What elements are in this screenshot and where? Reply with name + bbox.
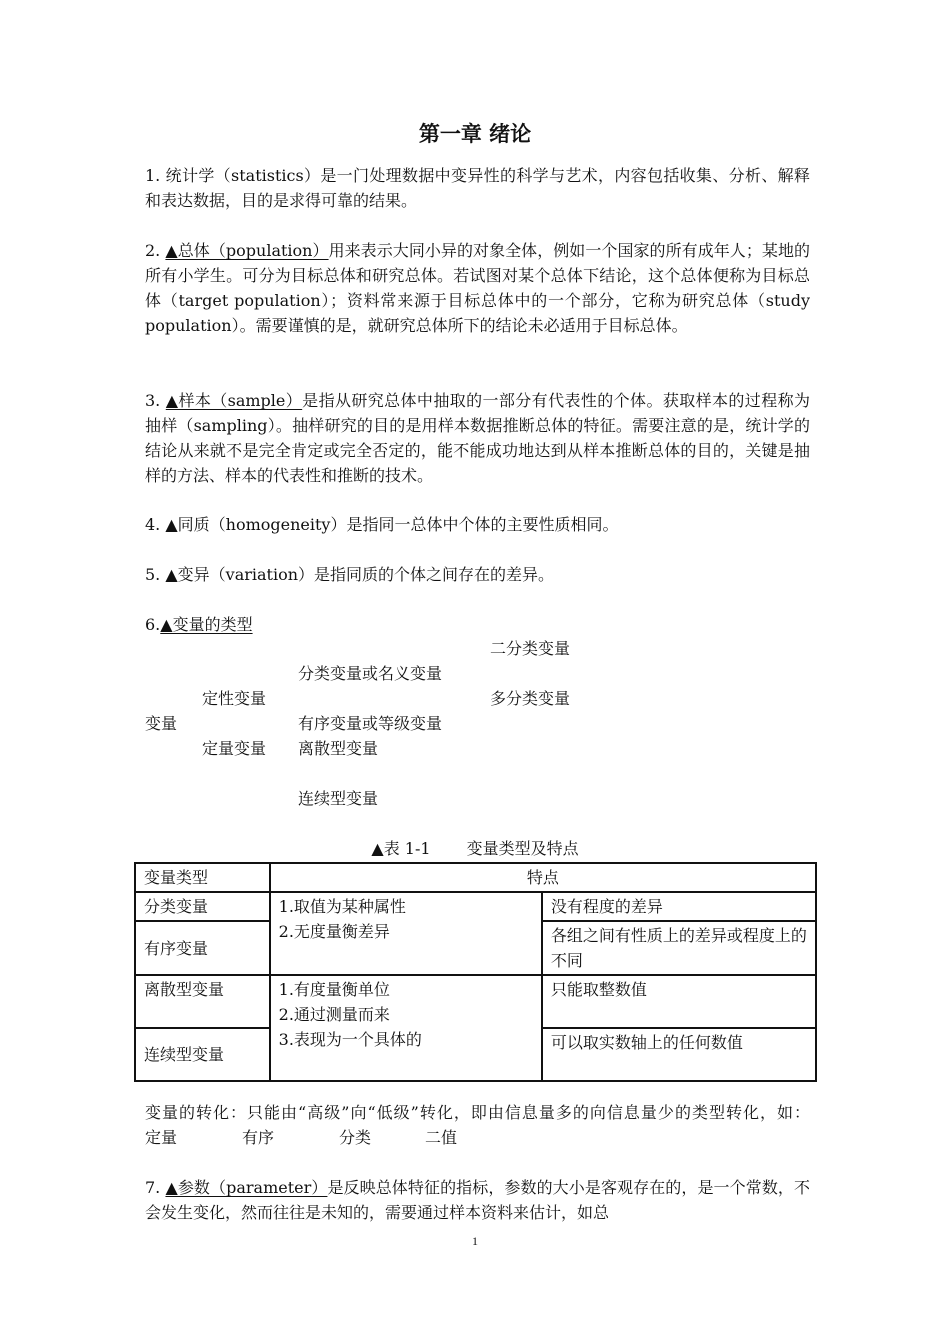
paragraph-homogeneity: 4. ▲同质（homogeneity）是指同一总体中个体的主要性质相同。 <box>145 515 619 534</box>
page-number: 1 <box>472 1234 478 1248</box>
tree-discrete: 离散型变量 <box>298 739 379 758</box>
tree-ordinal: 有序变量或等级变量 <box>298 714 443 733</box>
paragraph-number: 6. <box>145 615 161 634</box>
tree-root: 变量 <box>145 714 178 733</box>
paragraph-sample <box>145 388 810 488</box>
conversion-step: 二值 <box>425 1128 458 1147</box>
variable-types-table <box>134 862 817 1082</box>
paragraph-parameter <box>145 1175 810 1225</box>
table-header-row <box>135 863 816 892</box>
conversion-text: 变量的转化：只能由“高级”向“低级”转化，即由信息量多的向信息量少的类型转化，如： <box>145 1103 810 1122</box>
paragraph-number: 2. <box>145 241 166 260</box>
tree-multi: 多分类变量 <box>490 689 571 708</box>
table-row <box>135 975 816 1028</box>
feature-ordinal: 各组之间有性质上的差异或程度上的不同 <box>542 921 816 975</box>
paragraph-statistics: 1. 统计学（statistics）是一门处理数据中变异性的科学与艺术，内容包括收集、分析、解释和表达数据，目的是求得可靠的结果。 <box>145 166 810 210</box>
conversion-step: 定量 <box>145 1128 178 1147</box>
paragraph-text: 用来表示大同小异的对象全体，例如一个国家的所有成年人；某地的所有小学生。可分为目标总体和研究总体。若试图对某个总体下结论，这个总体便称为目标总体（target population）；资料常来源于目标总体中的一个部分，它称为研究总体（study population）。需要谨慎的是，就研究总体所下的结论未必适用于目标总体。 <box>145 241 810 335</box>
type-discrete: 离散型变量 <box>135 975 270 1028</box>
feature-continuous: 可以取实数轴上的任何数值 <box>542 1028 816 1081</box>
type-continuous: 连续型变量 <box>135 1028 270 1081</box>
table-caption <box>0 836 950 861</box>
tree-categorical: 分类变量或名义变量 <box>298 664 443 683</box>
table-caption-label: ▲表 1-1 <box>371 839 431 858</box>
chapter-title: 第一章 绪论 <box>418 122 532 146</box>
term-variable-types: ▲变量的类型 <box>160 615 253 634</box>
term-population: ▲总体（population） <box>165 241 329 260</box>
feature-discrete: 只能取整数值 <box>542 975 816 1028</box>
tree-binary: 二分类变量 <box>490 639 571 658</box>
term-sample: ▲样本（sample） <box>165 391 303 410</box>
header-type: 变量类型 <box>135 863 270 892</box>
paragraph-text: 是指从研究总体中抽取的一部分有代表性的个体。获取样本的过程称为抽样（sampling）。抽样研究的目的是用样本数据推断总体的特征。需要注意的是，统计学的结论从来就不是完全肯定或完全否定的，能不能成功地达到从样本推断总体的目的，关键是抽样的方法、样本的代表性和推断的技术。 <box>145 391 810 485</box>
conversion-step: 有序 <box>242 1128 275 1147</box>
paragraph-variable-types <box>145 612 810 637</box>
feature-categorical: 没有程度的差异 <box>542 892 816 921</box>
tree-qualitative: 定性变量 <box>202 689 267 708</box>
type-ordinal: 有序变量 <box>135 921 270 975</box>
tree-quantitative: 定量变量 <box>202 739 267 758</box>
paragraph-text: 是反映总体特征的指标，参数的大小是客观存在的，是一个常数，不会发生变化，然而往往是未知的，需要通过样本资料来估计，如总 <box>145 1178 810 1222</box>
table-row <box>135 892 816 921</box>
categorical-common-features: 1.取值为某种属性 2.无度量衡差异 <box>270 892 542 975</box>
numeric-common-features: 1.有度量衡单位 2.通过测量而来 3.表现为一个具体的 <box>270 975 542 1081</box>
paragraph-conversion <box>145 1100 810 1150</box>
header-features: 特点 <box>270 863 816 892</box>
paragraph-variation: 5. ▲变异（variation）是指同质的个体之间存在的差异。 <box>145 565 555 584</box>
table-caption-title: 变量类型及特点 <box>466 839 579 858</box>
paragraph-population <box>145 238 810 338</box>
type-categorical: 分类变量 <box>135 892 270 921</box>
tree-continuous: 连续型变量 <box>298 789 379 808</box>
conversion-step: 分类 <box>339 1128 372 1147</box>
paragraph-number: 7. <box>145 1178 166 1197</box>
term-parameter: ▲参数（parameter） <box>165 1178 328 1197</box>
paragraph-number: 3. <box>145 391 166 410</box>
